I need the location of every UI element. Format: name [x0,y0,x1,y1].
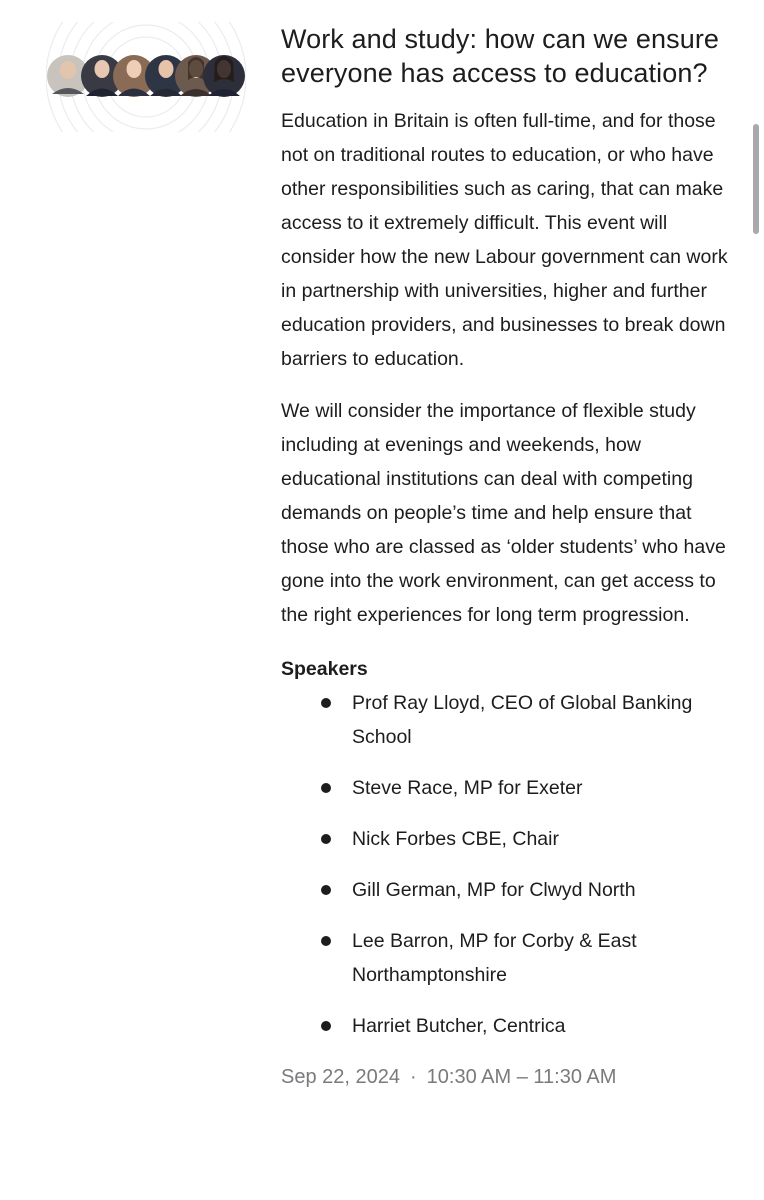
bullet-icon [321,885,331,895]
bullet-icon [321,834,331,844]
event-date: Sep 22, 2024 [281,1066,400,1088]
speaker-portraits-image [46,22,246,132]
speaker-item [281,1009,731,1043]
event-datetime [281,1060,731,1094]
bullet-icon [321,783,331,793]
event-description-paragraph: We will consider the importance of flexible study including at evenings and weekends, how educational institutions can deal with competing demands on people’s time and help ensure that those who are classed as ‘older students’ who have gone into the work environment, can get access to the right experiences for long term progression. [281,400,726,626]
datetime-separator: · [410,1066,417,1088]
speakers-heading: Speakers [281,658,368,680]
scrollbar-thumb[interactable] [753,124,759,234]
speaker-item [281,822,731,856]
speaker-name: Prof Ray Lloyd, CEO of Global Banking School [352,692,693,748]
event-thumbnail[interactable] [46,22,246,132]
speaker-item [281,924,731,992]
speaker-item [281,873,731,907]
bullet-icon [321,1021,331,1031]
event-title[interactable]: Work and study: how can we ensure everyone has access to education? [281,24,720,88]
speaker-item [281,686,731,754]
event-description-paragraph: Education in Britain is often full-time, and for those not on traditional routes to education, or who have other responsibilities such as caring, that can make access to it extremely difficult. This event will consider how the new Labour government can work in partnership with universities, higher and further education providers, and businesses to break down barriers to education. [281,110,728,370]
bullet-icon [321,936,331,946]
bullet-icon [321,698,331,708]
speaker-name: Harriet Butcher, Centrica [352,1015,566,1037]
event-details [281,22,731,1094]
event-time: 10:30 AM – 11:30 AM [426,1066,617,1088]
speakers-list [281,686,731,1043]
speaker-name: Gill German, MP for Clwyd North [352,879,636,901]
speaker-name: Nick Forbes CBE, Chair [352,828,559,850]
speaker-item [281,771,731,805]
speaker-name: Steve Race, MP for Exeter [352,777,583,799]
speaker-name: Lee Barron, MP for Corby & East Northamptonshire [352,930,637,986]
